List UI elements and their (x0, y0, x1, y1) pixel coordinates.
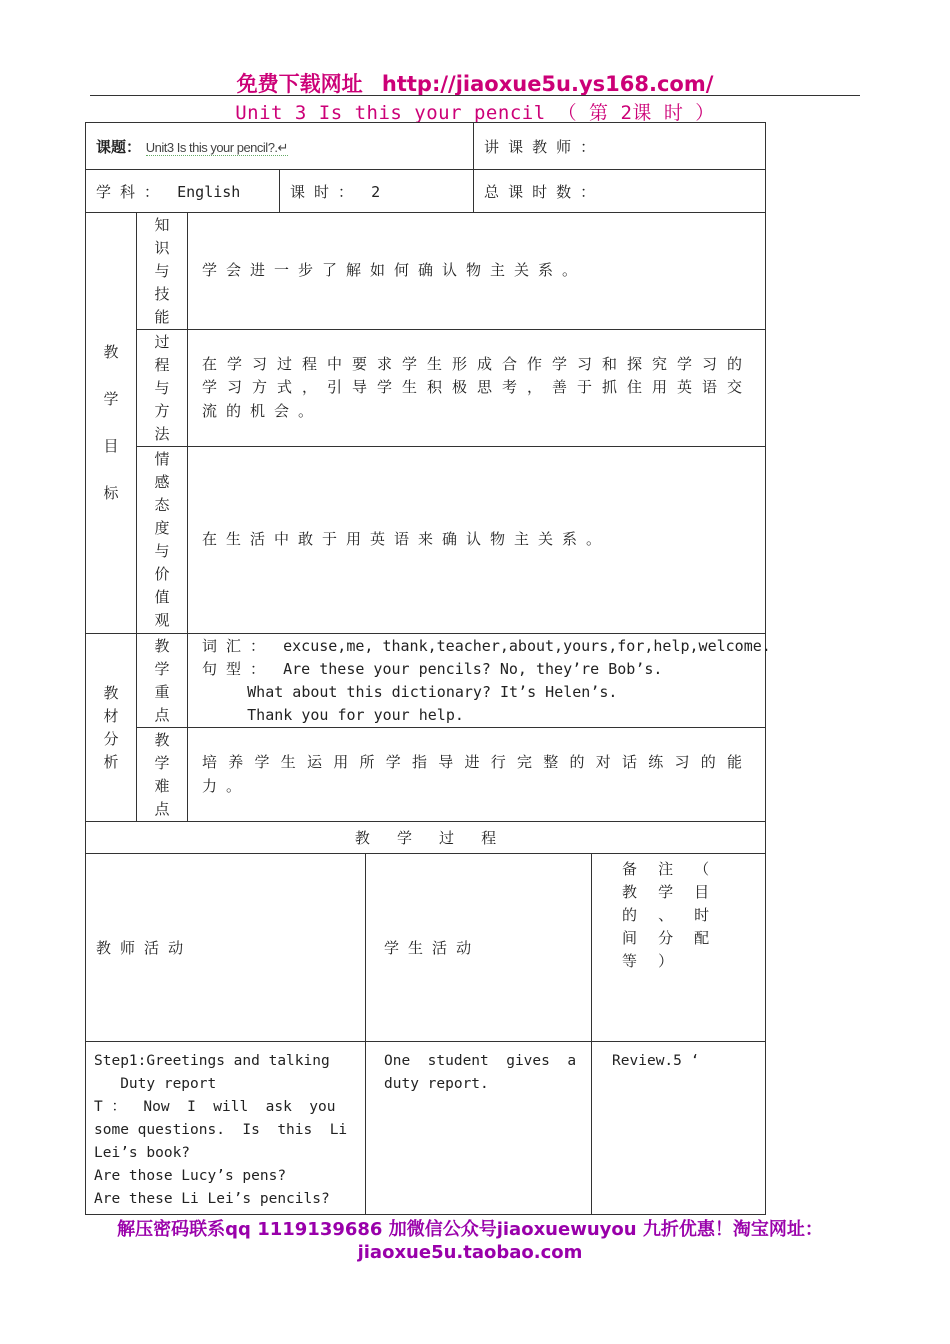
objective-process-text: 在学习过程中要求学生形成合作学习和探究学习的学习方式，引导学生积极思考，善于抓住用英语交流的机会。 (188, 330, 766, 447)
step1-student-activity: One student gives a duty report. (366, 1042, 592, 1215)
lesson-plan-table (85, 122, 771, 1215)
step1-teacher-activity (86, 1042, 366, 1215)
step1-notes: Review.5 ‘ (592, 1042, 766, 1215)
subject-cell (86, 170, 280, 213)
total-periods-label: 总 课 时 数 ： (484, 182, 596, 201)
student-activity-header: 学 生 活 动 (366, 854, 592, 1042)
objective-attitude-label: 情 感 态 度 与 价 值 观 (137, 447, 188, 634)
subject-label: 学 科 ： (96, 182, 160, 201)
teacher-cell (474, 123, 766, 170)
notes-header: 备 注 （ 教 学 目 的 、 时 间 分 配 等 ） (592, 854, 766, 1042)
header-site-label: 免费下载网址 (236, 72, 363, 96)
step1-duty-report: Duty report (94, 1076, 217, 1092)
step1-question-2: Are those Lucy’s pens? (94, 1168, 287, 1184)
subject-value: English (177, 182, 241, 201)
topic-cell (86, 123, 474, 170)
topic-value: Unit3 Is this your pencil?.↵ (145, 139, 288, 155)
period-label: 课 时 ： (290, 182, 354, 201)
header-download-url (0, 68, 950, 98)
key-points-sentence: 句 型 ： Are these your pencils? No, they’re Bob’s. (202, 659, 663, 678)
key-points-text (188, 634, 771, 728)
key-points-line2: What about this dictionary? It’s Helen’s. (202, 682, 618, 701)
difficulties-label: 教 学 难 点 (137, 728, 188, 822)
footer-contact: 解压密码联系qq 1119139686 加微信公众号jiaoxuewuyou 九折优惠！淘宝网址：jiaoxue5u.taobao.com (117, 1219, 823, 1263)
header-site-link[interactable]: http://jiaoxue5u.ys168.com/ (381, 72, 714, 96)
teacher-activity-header: 教 师 活 动 (86, 854, 366, 1042)
objective-knowledge-label: 知 识 与 技 能 (137, 213, 188, 330)
topic-label: 课题： (96, 137, 142, 156)
objectives-label: 教 学 目 标 (86, 213, 137, 634)
process-heading: 教 学 过 程 (86, 822, 766, 854)
objective-attitude-text: 在生活中敢于用英语来确认物主关系。 (188, 447, 766, 634)
difficulties-text: 培养学生运用所学指导进行完整的对话练习的能力。 (188, 728, 766, 822)
key-points-line3: Thank you for your help. (202, 705, 464, 724)
step1-title: Step1:Greetings and talking (94, 1053, 330, 1069)
analysis-label: 教 材 分 析 (86, 634, 137, 822)
header-divider (90, 95, 860, 96)
key-points-vocab: 词 汇 ： excuse,me, thank,teacher,about,yours,for,help,welcome. (202, 636, 771, 655)
teacher-label: 讲 课 教 师 ： (484, 137, 596, 156)
step1-question-1: T ： Now I will ask you some questions. Is this Li Lei’s book? (94, 1099, 365, 1161)
period-cell (280, 170, 474, 213)
period-value: 2 (371, 182, 381, 201)
objective-knowledge-text: 学会进一步了解如何确认物主关系。 (188, 213, 766, 330)
total-periods-cell (474, 170, 766, 213)
document-title: Unit 3 Is this your pencil （ 第 2课 时 ） (235, 102, 715, 124)
step1-question-3: Are these Li Lei’s pencils? (94, 1191, 330, 1207)
objective-process-label: 过 程 与 方 法 (137, 330, 188, 447)
key-points-label: 教 学 重 点 (137, 634, 188, 728)
